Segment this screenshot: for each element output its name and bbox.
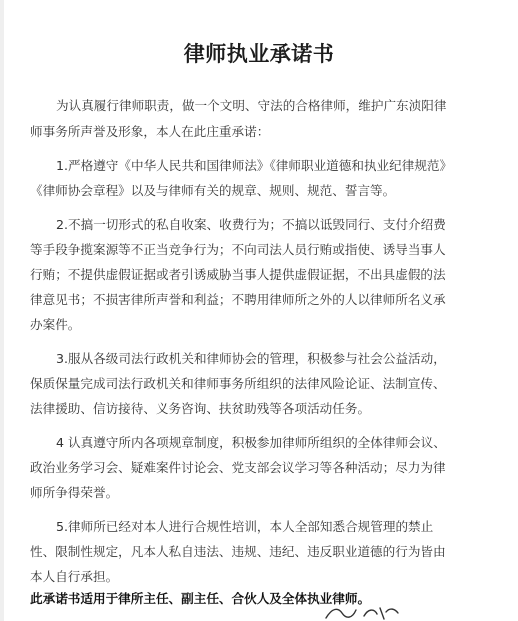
- text-line: 《律师协会章程》以及与律师有关的规章、规则、规范、誓言等。: [30, 183, 396, 198]
- page-edge: [0, 0, 4, 621]
- text-line: 1.严格遵守《中华人民共和国律师法》《律师职业道德和执业纪律规范》: [56, 158, 453, 173]
- text-line: 法律援助、信访接待、义务咨询、扶贫助残等各项活动任务。: [30, 401, 371, 416]
- text-line: 3.服从各级司法行政机关和律师协会的管理，积极参与社会公益活动，: [56, 351, 446, 366]
- text-line: 政治业务学习会、疑难案件讨论会、党支部会议学习等各种活动；尽力为律: [30, 460, 446, 475]
- text-line: 本人自行承担。: [30, 569, 119, 584]
- text-line: 4 认真遵守所内各项规章制度，积极参加律师所组织的全体律师会议、: [56, 435, 446, 450]
- text-line: 等手段争揽案源等不正当竞争行为；不向司法人员行贿或指使、诱导当事人: [30, 242, 446, 257]
- text-line: 性、限制性规定，凡本人私自违法、违规、违纪、违反职业道德的行为皆由: [30, 544, 446, 559]
- text-line: 5.律师所已经对本人进行合规性培训，本人全部知悉合规管理的禁止: [56, 519, 434, 534]
- text-line: 为认真履行律师职责，做一个文明、守法的合格律师，维护广东浈阳律: [56, 98, 447, 113]
- handwritten-signature: [322, 604, 402, 621]
- text-line: 行贿；不提供虚假证据或者引诱威胁当事人提供虚假证据，不出具虚假的法: [30, 267, 446, 282]
- text-line: 办案件。: [30, 317, 81, 332]
- text-line: 2.不搞一切形式的私自收案、收费行为；不搞以诋毁同行、支付介绍费: [56, 217, 446, 232]
- text-line: 师所争得荣誉。: [30, 485, 119, 500]
- document-title: 律师执业承诺书: [183, 42, 335, 66]
- text-line: 师事务所声誉及形象，本人在此庄重承诺：: [30, 124, 270, 139]
- applicability-note: 此承诺书适用于律所主任、副主任、合伙人及全体执业律师。: [30, 591, 371, 606]
- text-line: 律意见书；不损害律所声誉和利益；不聘用律师所之外的人以律师所名义承: [30, 292, 446, 307]
- text-line: 保质保量完成司法行政机关和律师事务所组织的法律风险论证、法制宣传、: [30, 376, 446, 391]
